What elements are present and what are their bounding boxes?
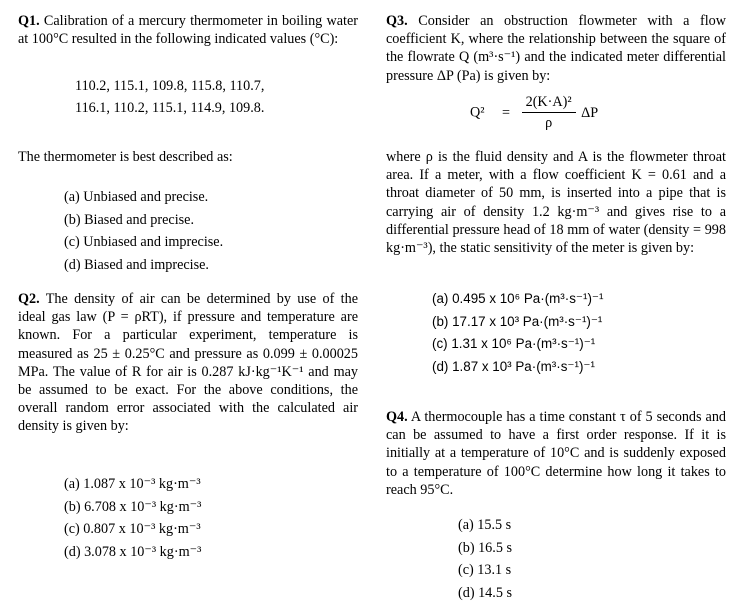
q3-stem-text: Consider an obstruction flowmeter with a flow coefficient K, where the relationship between the square of the flowrate Q (m³·s⁻¹) and the indicated meter differential pressure ΔP (Pa) is given by: bbox=[386, 13, 726, 84]
q2-option-c[interactable]: (c) 0.807 x 10⁻³ kg·m⁻³ bbox=[64, 521, 201, 537]
q1-stem-text: Calibration of a mercury thermometer in boiling water at 100°C resulted in the following indicated values (°C): bbox=[18, 13, 358, 48]
q4-option-a[interactable]: (a) 15.5 s bbox=[458, 517, 512, 533]
q3-option-c[interactable]: (c) 1.31 x 10⁶ Pa·(m³·s⁻¹)⁻¹ bbox=[432, 336, 596, 351]
q1-option-a[interactable]: (a) Unbiased and precise. bbox=[64, 189, 209, 205]
q3-eq-fraction bbox=[522, 94, 576, 132]
q3-body: where ρ is the fluid density and A is the flowmeter throat area. If a meter, with a flow coefficient K = 0.61 and a throat diameter of 50 mm, is inserted into a pipe that is carrying air of density 1.2 kg·m⁻³ and gives rise to a differential pressure head of 18 mm of water (density = 998 kg·m⁻³), the static sensitivity of the meter is given by: bbox=[386, 149, 726, 257]
q1-stem bbox=[18, 12, 358, 48]
q3-stem bbox=[386, 12, 726, 85]
q3-equation bbox=[470, 94, 598, 132]
q1-option-d[interactable]: (d) Biased and imprecise. bbox=[64, 256, 209, 273]
q2-stem bbox=[18, 290, 358, 436]
q3-number: Q3. bbox=[386, 13, 408, 29]
q4-options bbox=[458, 514, 512, 604]
q3-option-d[interactable]: (d) 1.87 x 10³ Pa·(m³·s⁻¹)⁻¹ bbox=[432, 358, 595, 374]
q3-eq-denominator: ρ bbox=[545, 115, 553, 131]
q1-values bbox=[75, 75, 264, 119]
q4-stem bbox=[386, 408, 726, 499]
q2-option-a[interactable]: (a) 1.087 x 10⁻³ kg·m⁻³ bbox=[64, 476, 201, 492]
q4-number: Q4. bbox=[386, 409, 408, 425]
q3-option-b[interactable]: (b) 17.17 x 10³ Pa·(m³·s⁻¹)⁻¹ bbox=[432, 313, 603, 329]
q2-option-b[interactable]: (b) 6.708 x 10⁻³ kg·m⁻³ bbox=[64, 498, 202, 515]
q4-option-c[interactable]: (c) 13.1 s bbox=[458, 562, 512, 578]
q4-stem-text: A thermocouple has a time constant τ of 5 seconds and can be assumed to have a first order response. If it is initially at a temperature of 10°C and is suddenly exposed to a temperature of 100°C determine how long it takes to reach 95°C. bbox=[386, 409, 727, 498]
q1-question: The thermometer is best described as: bbox=[18, 149, 233, 165]
q3-eq-equals: = bbox=[502, 104, 511, 121]
q3-options bbox=[432, 288, 603, 378]
q3-eq-rhs: ΔP bbox=[581, 104, 599, 121]
q1-number: Q1. bbox=[18, 13, 40, 29]
q1-option-c[interactable]: (c) Unbiased and imprecise. bbox=[64, 234, 224, 250]
q3-option-a[interactable]: (a) 0.495 x 10⁶ Pa·(m³·s⁻¹)⁻¹ bbox=[432, 291, 604, 306]
q2-option-d[interactable]: (d) 3.078 x 10⁻³ kg·m⁻³ bbox=[64, 543, 202, 560]
q4-option-d[interactable]: (d) 14.5 s bbox=[458, 584, 512, 601]
q2-number: Q2. bbox=[18, 291, 40, 307]
q1-option-b[interactable]: (b) Biased and precise. bbox=[64, 211, 195, 228]
q3-eq-lhs: Q² bbox=[470, 104, 485, 121]
q1-options bbox=[64, 186, 223, 276]
q2-stem-text: The density of air can be determined by use of the ideal gas law (P = ρRT), if pressure and temperature are known. For a particular experiment, temperature is measured as 25 ± 0.25°C and pressure as 0.099 ± 0.00025 MPa. The value of R for air is 0.287 kJ·kg⁻¹K⁻¹ and may be assumed to be exact. For the above conditions, the overall random error associated with the calculated air density is given by: bbox=[18, 291, 358, 435]
q1-values-line1: 110.2, 115.1, 109.8, 115.8, 110.7, bbox=[75, 78, 265, 94]
q1-values-line2: 116.1, 110.2, 115.1, 114.9, 109.8. bbox=[75, 100, 265, 116]
q3-eq-numerator: 2(K·A)² bbox=[522, 94, 576, 113]
q2-options bbox=[64, 473, 201, 563]
q4-option-b[interactable]: (b) 16.5 s bbox=[458, 539, 512, 556]
